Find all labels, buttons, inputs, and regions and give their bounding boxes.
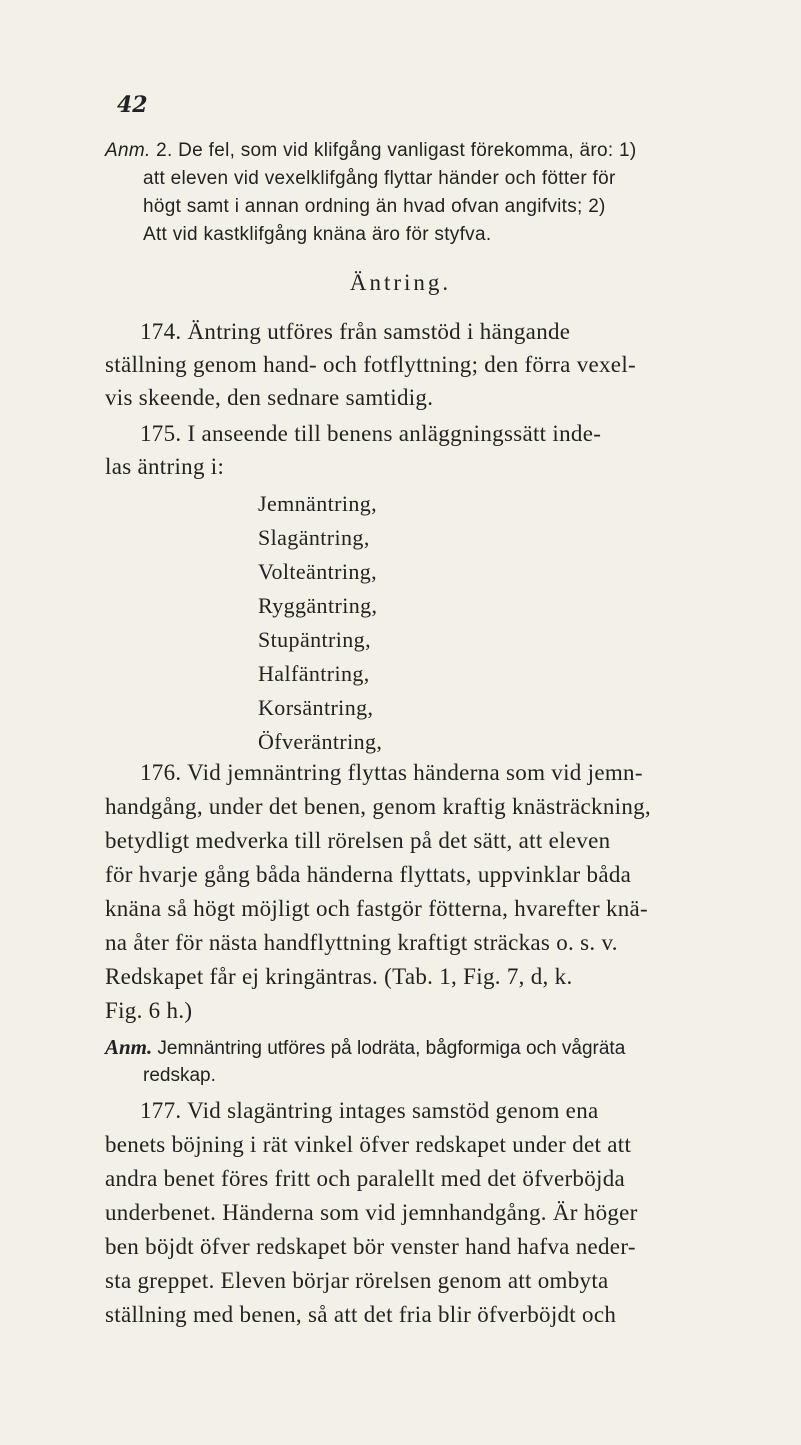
list-item: Halfäntring, — [258, 661, 370, 686]
p174-line-1: 174. Äntring utföres från samstöd i hängande — [140, 319, 571, 344]
list-item: Öfveräntring, — [258, 729, 383, 754]
page-number: 42 — [117, 92, 148, 118]
list-item: Volteäntring, — [258, 559, 378, 584]
p174-line-2: ställning genom hand- och fotflyttning; den förra vexel- — [105, 352, 636, 377]
p176-line-8: Fig. 6 h.) — [105, 998, 193, 1023]
p177-line-4: underbenet. Händerna som vid jemnhandgång. Är höger — [105, 1200, 638, 1225]
anm3-line-1: Anm. Jemnäntring utföres på lodräta, bågformiga och vågräta — [105, 1035, 626, 1059]
p176-line-3: betydligt medverka till rörelsen på det sätt, att eleven — [105, 828, 611, 853]
p175-line-2: las äntring i: — [105, 454, 225, 479]
p177-line-6: sta greppet. Eleven börjar rörelsen genom att ombyta — [105, 1268, 609, 1293]
anm1-line-4: Att vid kastklifgång knäna äro för styfva. — [143, 224, 492, 245]
p174-line-3: vis skeende, den sednare samtidig. — [105, 385, 434, 410]
anm3-line-2: redskap. — [143, 1065, 216, 1086]
anm1-label: Anm. — [105, 140, 151, 161]
p175-line-1: 175. I anseende till benens anläggningssätt inde- — [140, 421, 602, 446]
anm3-label: Anm. — [105, 1035, 153, 1059]
p177-line-5: ben böjdt öfver redskapet bör venster hand hafva neder- — [105, 1234, 636, 1259]
anm1-line-2: att eleven vid vexelklifgång flyttar händer och fötter för — [143, 168, 616, 189]
p177-line-7: ställning med benen, så att det fria blir öfverböjdt och — [105, 1302, 617, 1327]
p176-line-6: na åter för nästa handflyttning kraftigt sträckas o. s. v. — [105, 930, 618, 955]
p176-line-2: handgång, under det benen, genom kraftig knästräckning, — [105, 794, 651, 819]
p177-line-3: andra benet föres fritt och paralellt med det öfverböjda — [105, 1166, 626, 1191]
p176-line-1: 176. Vid jemnäntring flyttas händerna som vid jemn- — [140, 760, 643, 785]
list-item: Ryggäntring, — [258, 593, 378, 618]
section-heading: Äntring. — [349, 270, 452, 295]
p177-line-2: benets böjning i rät vinkel öfver redskapet under det att — [105, 1132, 632, 1157]
anm1-line-1: Anm. 2. De fel, som vid klifgång vanligast förekomma, äro: 1) — [105, 140, 637, 161]
anm1-line-3: högt samt i annan ordning än hvad ofvan angifvits; 2) — [143, 196, 606, 217]
antring-types-list — [258, 487, 382, 759]
p177-line-1: 177. Vid slagäntring intages samstöd genom ena — [140, 1098, 599, 1123]
list-item: Stupäntring, — [258, 627, 371, 652]
list-item: Korsäntring, — [258, 695, 374, 720]
p176-line-4: för hvarje gång båda händerna flyttats, uppvinklar båda — [105, 862, 632, 887]
p176-line-5: knäna så högt möjligt och fastgör fötterna, hvarefter knä- — [105, 896, 649, 921]
list-item: Slagäntring, — [258, 525, 370, 550]
list-item: Jemnäntring, — [258, 491, 378, 516]
p176-line-7: Redskapet får ej kringäntras. (Tab. 1, Fig. 7, d, k. — [105, 964, 573, 989]
